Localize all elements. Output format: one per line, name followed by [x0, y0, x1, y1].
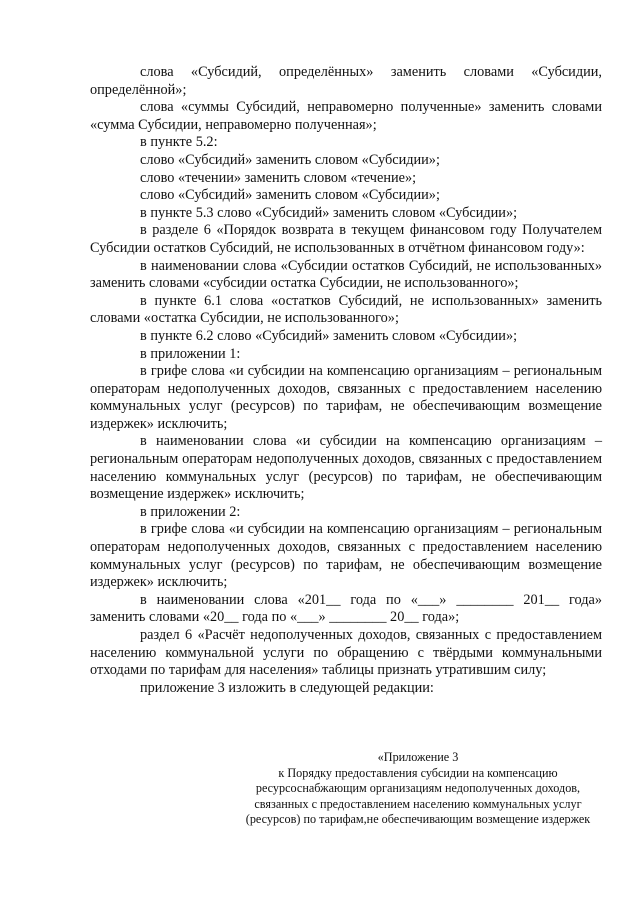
appendix-title: «Приложение 3 [377, 750, 459, 764]
paragraph-19: приложение 3 изложить в следующей редакции: [140, 679, 434, 696]
paragraph-2: слова «суммы Субсидий, неправомерно полученные» заменить словами «сумма Субсидии, неправомерно полученная»; [90, 99, 602, 133]
appendix-text: к Порядку предоставления субсидии на компенсацию ресурсоснабжающим организациям недополученных доходов, связанных с предоставлением населению коммунальных услуг (ресурсов) по тарифам,не обеспечивающим возмещение издержек [245, 765, 591, 827]
paragraph-9: в наименовании слова «Субсидии остатков Субсидий, не использованных» заменить словами «субсидии остатка Субсидии, не использованного»; [90, 257, 602, 292]
paragraph-4: слово «Субсидий» заменить словом «Субсидии»; [140, 151, 440, 168]
paragraph-13: в грифе слова «и субсидии на компенсацию организациям – региональным операторам недополученных доходов, связанных с предоставлением населению коммунальных услуг (ресурсов) по тарифам, не обеспечивающим возмещение издержек» исключить; [90, 363, 602, 432]
paragraph-8: в разделе 6 «Порядок возврата в текущем финансовом году Получателем Субсидии остатков Субсидий, не использованных в отчётном финансовом году»: [90, 222, 602, 256]
paragraph-1: слова «Субсидий, определённых» заменить словами «Субсидии, определённой»; [90, 64, 602, 98]
paragraph-10: в пункте 6.1 слова «остатков Субсидий, не использованных» заменить словами «остатка Субсидии, не использованного»; [90, 292, 602, 327]
paragraph-14: в наименовании слова «и субсидии на компенсацию организациям – региональным операторам недополученных доходов, связанных с предоставлением населению коммунальных услуг (ресурсов) по тарифам, не обеспечивающим возмещение издержек» исключить; [90, 433, 602, 503]
paragraph-3: в пункте 5.2: [140, 134, 218, 151]
paragraph-12: в приложении 1: [140, 345, 241, 362]
paragraph-7: в пункте 5.3 слово «Субсидий» заменить словом «Субсидии»; [140, 204, 518, 221]
appendix-heading [228, 750, 608, 828]
paragraph-6: слово «Субсидий» заменить словом «Субсидии»; [140, 187, 440, 204]
document-body [90, 64, 602, 697]
paragraph-16: в грифе слова «и субсидии на компенсацию организациям – региональным операторам недополученных доходов, связанных с предоставлением населению коммунальных услуг (ресурсов) по тарифам, не обеспечивающим возмещение издержек» исключить; [90, 521, 602, 591]
paragraph-17: в наименовании слова «201__ года по «___» ________ 201__ года» заменить словами «20__ года по «___» ________ 20__ года»; [90, 591, 602, 626]
paragraph-11: в пункте 6.2 слово «Субсидий» заменить словом «Субсидии»; [140, 327, 518, 344]
paragraph-5: слово «течении» заменить словом «течение»; [140, 169, 417, 186]
paragraph-15: в приложении 2: [140, 503, 241, 520]
paragraph-18: раздел 6 «Расчёт недополученных доходов, связанных с предоставлением населению коммунальной услуги по обращению с твёрдыми коммунальными отходами по тарифам для населения» таблицы признать утратившим силу; [90, 627, 602, 679]
